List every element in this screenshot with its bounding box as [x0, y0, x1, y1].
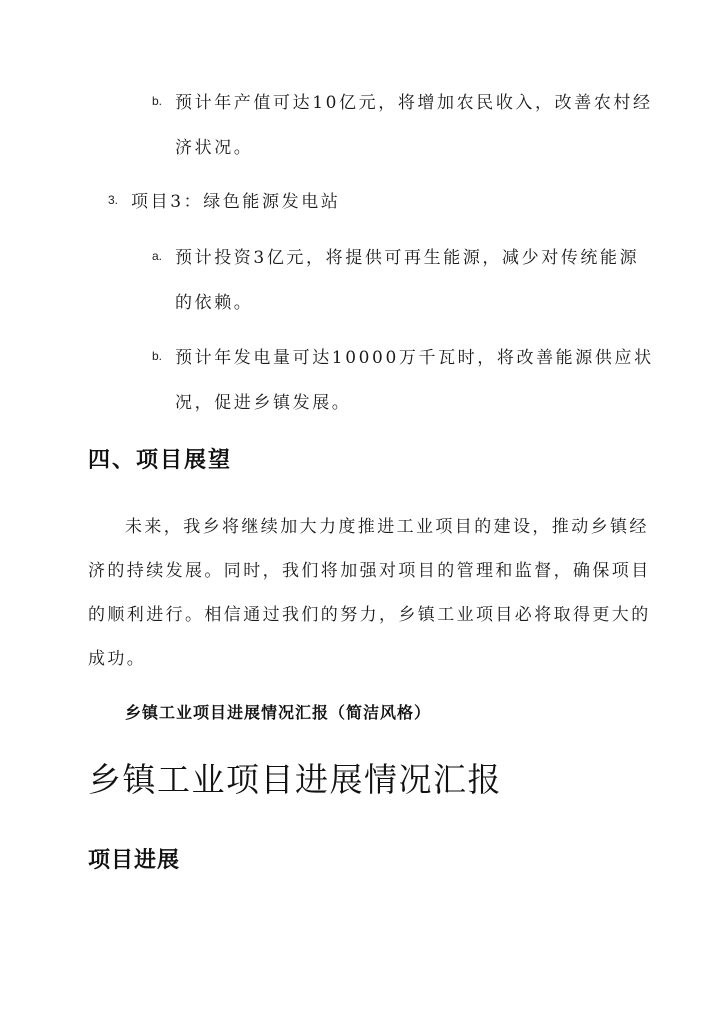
document-subtitle: 乡镇工业项目进展情况汇报（简洁风格） — [125, 703, 432, 722]
paragraph-line: 未来，我乡将继续加大力度推进工业项目的建设，推动乡镇经 — [125, 517, 649, 537]
list-marker-b: b. — [152, 349, 163, 363]
paragraph-line: 济的持续发展。同时，我们将加强对项目的管理和监督，确保项目 — [88, 561, 651, 581]
list-marker-b: b. — [152, 94, 163, 108]
paragraph-line: 的顺利进行。相信通过我们的努力，乡镇工业项目必将取得更大的 — [88, 605, 651, 625]
paragraph-line: 成功。 — [88, 649, 147, 669]
list-marker-a: a. — [152, 249, 163, 263]
section-heading: 四、项目展望 — [88, 447, 233, 473]
list-item-text-cont: 的依赖。 — [175, 293, 254, 313]
list-marker-3: 3. — [108, 193, 119, 207]
list-item-text-cont: 济状况。 — [175, 138, 254, 158]
list-item-text: 预计年发电量可达10000万千瓦时，将改善能源供应状 — [175, 348, 654, 368]
page-title: 乡镇工业项目进展情况汇报 — [88, 760, 502, 799]
list-item-text: 预计投资3亿元，将提供可再生能源，减少对传统能源 — [175, 248, 640, 268]
progress-heading: 项目进展 — [88, 847, 181, 873]
list-item-text: 预计年产值可达10亿元，将增加农民收入，改善农村经 — [175, 93, 653, 113]
project3-title: 项目3：绿色能源发电站 — [131, 192, 341, 212]
list-item-text-cont: 况，促进乡镇发展。 — [175, 393, 352, 413]
